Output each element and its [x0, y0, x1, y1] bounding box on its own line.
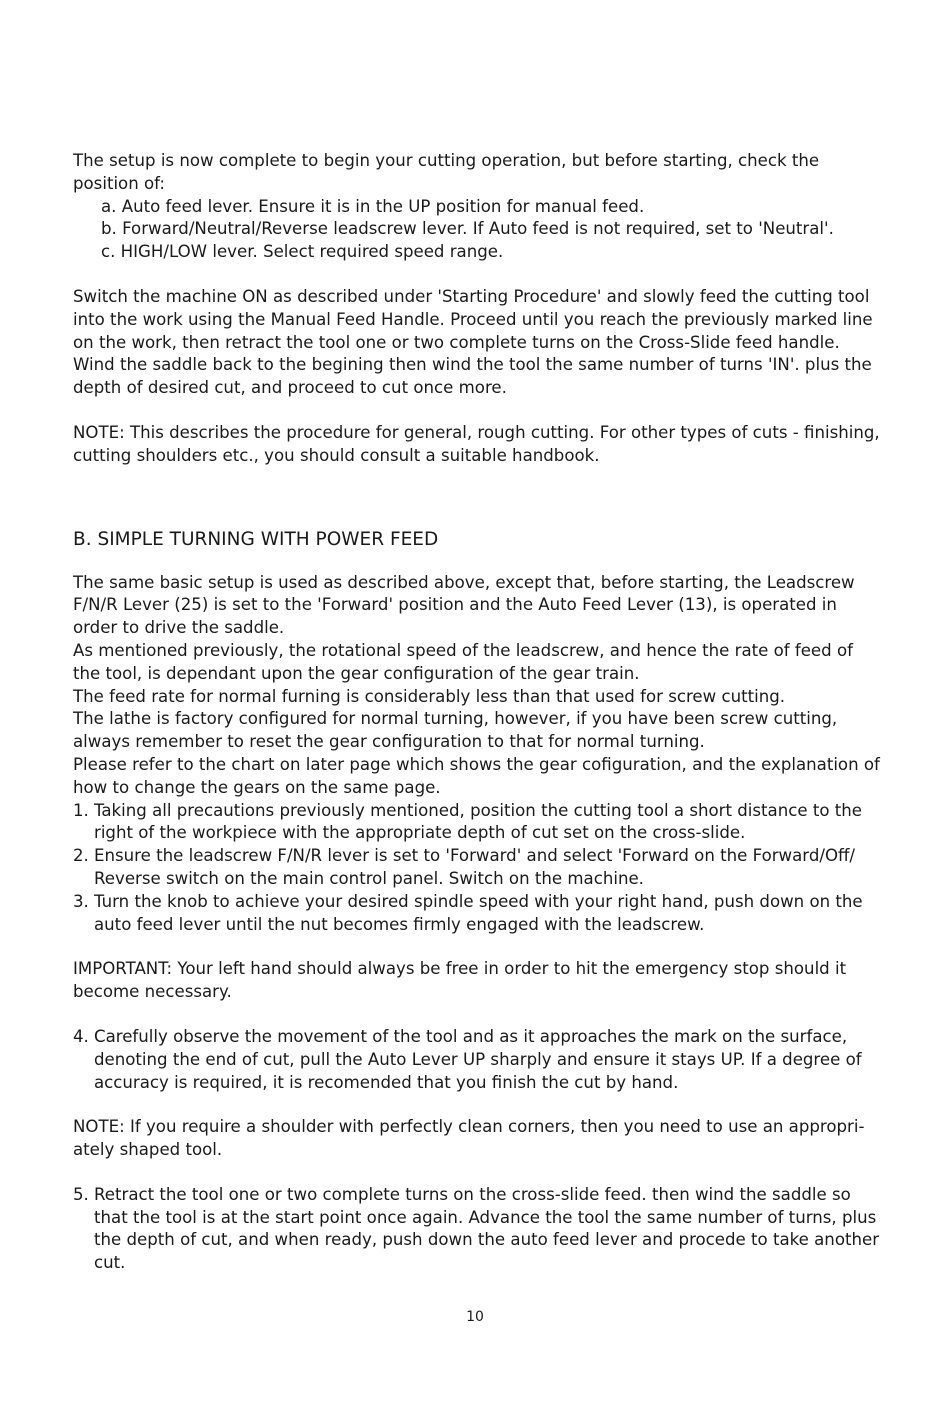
step-text: Carefully observe the movement of the tool and as it approaches the mark on the surface, denoting the end of cut, pull the Auto Lever UP sharply and ensure it stays UP. If a degree of accuracy is required, it is recomended that you finish the cut by hand.	[94, 1026, 862, 1092]
step-item	[73, 1184, 885, 1275]
step-number: 1.	[73, 800, 89, 820]
step-item	[73, 800, 885, 846]
check-item: c. HIGH/LOW lever. Select required speed range.	[101, 242, 504, 262]
important-paragraph: IMPORTANT: Your left hand should always be free in order to hit the emergency stop should it become necessary.	[73, 959, 847, 1002]
step-text: Retract the tool one or two complete turns on the cross-slide feed. then wind the saddle so that the tool is at the start point once again. Advance the tool the same number of turns, plus the depth of cut, and when ready, push down the auto feed lever and procede to take another cut.	[94, 1184, 880, 1273]
body-paragraph: As mentioned previously, the rotational speed of the leadscrew, and hence the rate of feed of the tool, is dependant upon the gear configuration of the gear train.	[73, 640, 853, 683]
step-text: Ensure the leadscrew F/N/R lever is set to 'Forward' and select 'Forward on the Forward/Off/ Reverse switch on the main control panel. Switch on the machine.	[94, 846, 856, 888]
manual-page	[73, 150, 885, 1297]
step-number: 4.	[73, 1026, 89, 1046]
check-item: b. Forward/Neutral/Reverse leadscrew lever. If Auto feed is not required, set to 'Neutral'.	[101, 219, 834, 239]
intro-text: The setup is now complete to begin your cutting operation, but before starting, check the position of:	[73, 151, 820, 193]
step-item	[73, 845, 885, 891]
switch-on-paragraph: Switch the machine ON as described under 'Starting Procedure' and slowly feed the cutting tool into the work using the Manual Feed Handle. Proceed until you reach the previously marked line on the work, then retract the tool one or two complete turns on the Cross-Slide feed handle. Wind the saddle back to the begining then wind the tool the same number of turns 'IN'. plus the depth of desired cut, and proceed to cut once more.	[73, 286, 873, 398]
step-number: 5.	[73, 1184, 89, 1204]
body-paragraph: The same basic setup is used as described above, except that, before starting, the Leadscrew F/N/R Lever (25) is set to the 'Forward' position and the Auto Feed Lever (13), is operated in order to drive the saddle.	[73, 572, 855, 638]
body-paragraph: Please refer to the chart on later page which shows the gear cofiguration, and the explanation of how to change the gears on the same page.	[73, 754, 880, 797]
step-number: 3.	[73, 891, 89, 911]
section-body	[73, 572, 885, 937]
step-item	[73, 891, 885, 937]
note-paragraph: NOTE: If you require a shoulder with perfectly clean corners, then you need to use an appropri-ately shaped tool.	[73, 1117, 865, 1160]
check-item: a. Auto feed lever. Ensure it is in the UP position for manual feed.	[101, 196, 645, 216]
step-text: Turn the knob to achieve your desired spindle speed with your right hand, push down on the auto feed lever until the nut becomes firmly engaged with the leadscrew.	[94, 891, 863, 934]
step-text: Taking all precautions previously mentioned, position the cutting tool a short distance to the right of the workpiece with the appropriate depth of cut set on the cross-slide.	[94, 800, 863, 843]
body-paragraph: The lathe is factory configured for normal turning, however, if you have been screw cutting, always remember to reset the gear configuration to that for normal turning.	[73, 709, 838, 752]
section-heading: B. SIMPLE TURNING WITH POWER FEED	[73, 528, 439, 550]
step-item	[73, 1026, 885, 1094]
intro-block	[73, 150, 885, 264]
page-number: 10	[466, 1309, 484, 1325]
note-paragraph: NOTE: This describes the procedure for general, rough cutting. For other types of cuts - finishing, cutting shoulders etc., you should consult a suitable handbook.	[73, 422, 880, 465]
body-paragraph: The feed rate for normal furning is considerably less than that used for screw cutting.	[73, 686, 786, 706]
step-number: 2.	[73, 846, 89, 866]
